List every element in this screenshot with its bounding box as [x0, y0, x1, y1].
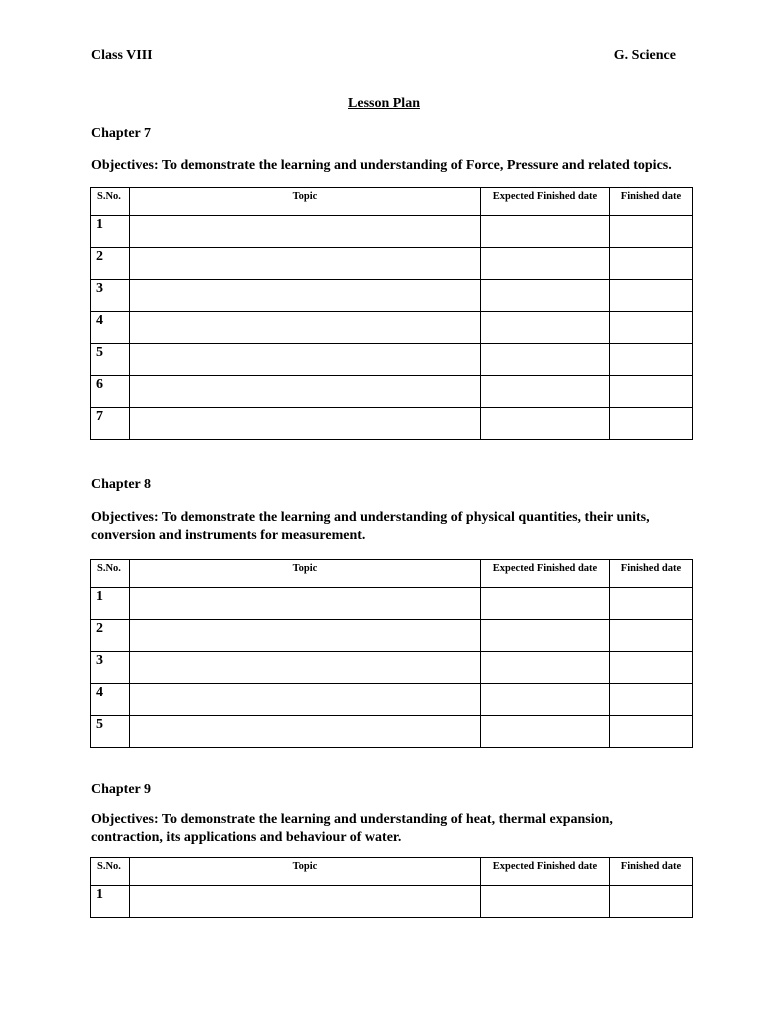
- expected-date-header: Expected Finished date: [481, 560, 610, 588]
- topic-header: Topic: [130, 188, 481, 216]
- finished-date-cell[interactable]: [610, 344, 693, 376]
- objective-line: Objectives: To demonstrate the learning and understanding of physical quantities, their units,: [91, 510, 650, 525]
- expected-date-header: Expected Finished date: [481, 858, 610, 886]
- topic-header: Topic: [130, 560, 481, 588]
- chapter-9-heading: Chapter 9: [91, 782, 152, 797]
- objective-line: conversion and instruments for measurement.: [91, 528, 366, 543]
- expected-date-cell[interactable]: [481, 588, 610, 620]
- table-row: [91, 216, 693, 248]
- table-row: [91, 652, 693, 684]
- sno-cell: 1: [91, 588, 130, 620]
- table-row: [91, 684, 693, 716]
- chapter-8-objective: [91, 509, 691, 545]
- expected-date-cell[interactable]: [481, 684, 610, 716]
- finished-date-header: Finished date: [610, 858, 693, 886]
- chapter-8-heading: Chapter 8: [91, 477, 152, 492]
- expected-date-cell[interactable]: [481, 280, 610, 312]
- topic-cell[interactable]: [130, 216, 481, 248]
- topic-header: Topic: [130, 858, 481, 886]
- finished-date-header: Finished date: [610, 188, 693, 216]
- sno-header: S.No.: [91, 188, 130, 216]
- finished-date-cell[interactable]: [610, 376, 693, 408]
- finished-date-cell[interactable]: [610, 248, 693, 280]
- finished-date-cell[interactable]: [610, 652, 693, 684]
- sno-cell: 2: [91, 248, 130, 280]
- sno-cell: 4: [91, 684, 130, 716]
- expected-date-cell[interactable]: [481, 376, 610, 408]
- sno-cell: 1: [91, 886, 130, 918]
- topic-cell[interactable]: [130, 886, 481, 918]
- chapter-8-table: [90, 559, 693, 748]
- table-row: [91, 376, 693, 408]
- subject-label: G. Science: [613, 48, 676, 63]
- topic-cell[interactable]: [130, 716, 481, 748]
- table-header-row: [91, 858, 693, 886]
- sno-cell: 7: [91, 408, 130, 440]
- chapter-9-table: [90, 857, 693, 918]
- topic-cell[interactable]: [130, 312, 481, 344]
- sno-cell: 5: [91, 344, 130, 376]
- table-row: [91, 248, 693, 280]
- finished-date-cell[interactable]: [610, 408, 693, 440]
- expected-date-cell[interactable]: [481, 620, 610, 652]
- table-header-row: [91, 188, 693, 216]
- topic-cell[interactable]: [130, 684, 481, 716]
- sno-cell: 1: [91, 216, 130, 248]
- table-row: [91, 588, 693, 620]
- sno-cell: 3: [91, 280, 130, 312]
- table-header-row: [91, 560, 693, 588]
- class-label: Class VIII: [91, 48, 153, 63]
- finished-date-cell[interactable]: [610, 216, 693, 248]
- table-row: [91, 716, 693, 748]
- table-row: [91, 620, 693, 652]
- topic-cell[interactable]: [130, 248, 481, 280]
- chapter-7-table: [90, 187, 693, 440]
- expected-date-cell[interactable]: [481, 312, 610, 344]
- finished-date-cell[interactable]: [610, 620, 693, 652]
- table-row: [91, 312, 693, 344]
- sno-cell: 4: [91, 312, 130, 344]
- expected-date-header: Expected Finished date: [481, 188, 610, 216]
- chapter-7-objective: Objectives: To demonstrate the learning and understanding of Force, Pressure and related topics.: [91, 158, 672, 173]
- table-row: [91, 344, 693, 376]
- expected-date-cell[interactable]: [481, 652, 610, 684]
- page-title: Lesson Plan: [348, 96, 420, 111]
- sno-cell: 6: [91, 376, 130, 408]
- sno-header: S.No.: [91, 560, 130, 588]
- expected-date-cell[interactable]: [481, 408, 610, 440]
- expected-date-cell[interactable]: [481, 716, 610, 748]
- finished-date-cell[interactable]: [610, 886, 693, 918]
- finished-date-cell[interactable]: [610, 588, 693, 620]
- finished-date-cell[interactable]: [610, 716, 693, 748]
- objective-line: Objectives: To demonstrate the learning and understanding of heat, thermal expansion,: [91, 812, 613, 827]
- topic-cell[interactable]: [130, 652, 481, 684]
- topic-cell[interactable]: [130, 408, 481, 440]
- topic-cell[interactable]: [130, 376, 481, 408]
- table-row: [91, 280, 693, 312]
- topic-cell[interactable]: [130, 588, 481, 620]
- objective-line: contraction, its applications and behaviour of water.: [91, 830, 402, 845]
- sno-cell: 3: [91, 652, 130, 684]
- topic-cell[interactable]: [130, 344, 481, 376]
- topic-cell[interactable]: [130, 620, 481, 652]
- finished-date-cell[interactable]: [610, 312, 693, 344]
- expected-date-cell[interactable]: [481, 886, 610, 918]
- table-row: [91, 886, 693, 918]
- table-row: [91, 408, 693, 440]
- expected-date-cell[interactable]: [481, 216, 610, 248]
- chapter-9-objective: [91, 811, 691, 847]
- chapter-7-heading: Chapter 7: [91, 126, 152, 141]
- expected-date-cell[interactable]: [481, 248, 610, 280]
- finished-date-cell[interactable]: [610, 684, 693, 716]
- finished-date-header: Finished date: [610, 560, 693, 588]
- sno-header: S.No.: [91, 858, 130, 886]
- expected-date-cell[interactable]: [481, 344, 610, 376]
- sno-cell: 2: [91, 620, 130, 652]
- finished-date-cell[interactable]: [610, 280, 693, 312]
- topic-cell[interactable]: [130, 280, 481, 312]
- sno-cell: 5: [91, 716, 130, 748]
